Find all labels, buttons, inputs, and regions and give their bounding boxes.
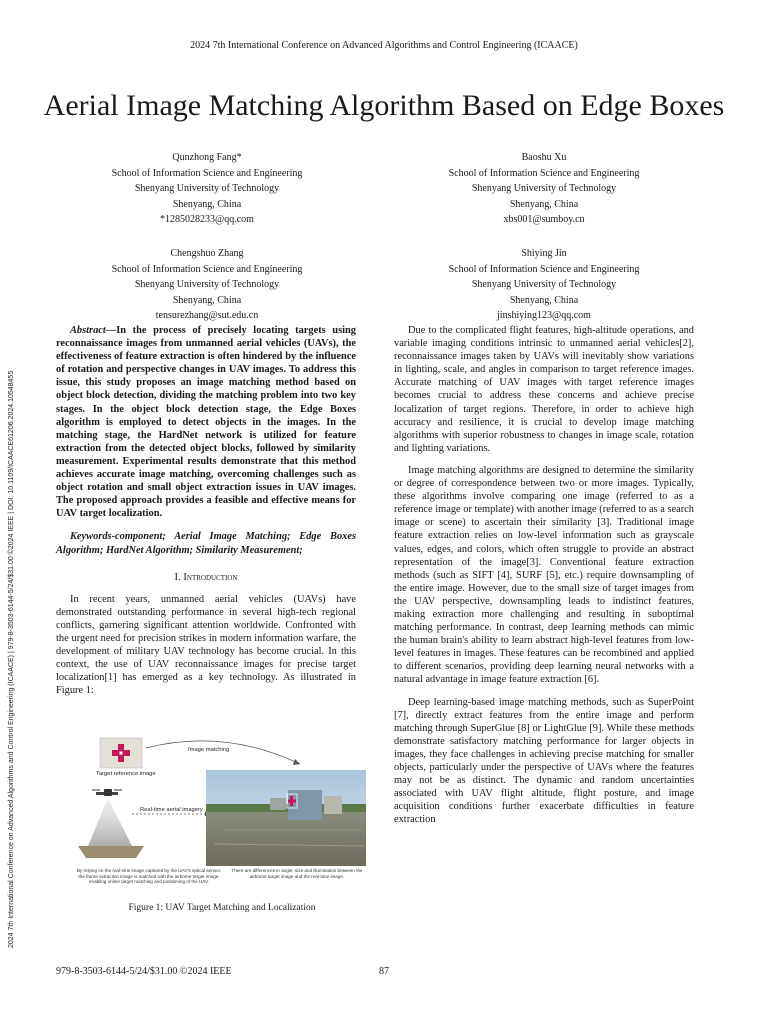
right-column: [394, 324, 694, 826]
author-location: Shenyang, China: [172, 198, 242, 210]
author-univ: Shenyang University of Technology: [471, 183, 617, 195]
keywords: Keywords-component; Aerial Image Matching; Edge Boxes Algorithm; HardNet Algorithm; Similarity Measurement;: [56, 531, 356, 556]
drone-icon: [92, 789, 122, 796]
author-block-3: [57, 246, 357, 324]
figure-1: [74, 734, 370, 900]
footer-copyright: 979-8-3503-6144-5/24/$31.00 ©2024 IEEE: [56, 966, 232, 977]
realtime-aerial-label: Real-time aerial imagery: [140, 807, 203, 813]
author-location: Shenyang, China: [172, 294, 242, 306]
abstract-lead: Abstract: [70, 325, 106, 336]
doi-side-note: 2024 7th International Conference on Advanced Algorithms and Control Engineering (ICAACE) | 979-8-3503-6144-5/24/$31.00 ©2024 IEEE | DOI: 10.1109/ICAACE61206.2024.10548455: [8, 370, 15, 948]
body-paragraph: Image matching algorithms are designed to determine the similarity or degree of correspondence between two or more images. Typically, these algorithms involve comparing one image (referred to as a reference image or template) with another image (referred to as a search image or scene) to ascertain their similarity [3]. Traditional image feature extraction relies on low-level information such as grayscale values, edges, and colors, which often struggle to provide an abstract representation of the image[3]. Conventional feature extraction methods (such as SIFT [4], SURF [5], etc.) require downsampling of the entire image. However, due to the small size of target images from the UAV perspective, downsampling leads to indistinct features, making extraction more challenging and resulting in suboptimal matching performance. In contrast, deep learning methods can mimic the human brain's ability to learn abstract high-level features from low-level features in images. These features can be recombined and applied to different scenarios, providing deep learning neural networks with a natural advantage in image feature extraction [6].: [394, 464, 694, 686]
page-number: 87: [379, 966, 389, 977]
author-block-2: [394, 150, 694, 228]
image-matching-label: Image matching: [188, 747, 230, 753]
figure-note-left: By relying on the real-time image captured by the UAV's optical sensor, the frame extraction image is matched with the airborne target image, enabling online target matching and positioning of the UAV.: [76, 868, 222, 885]
target-reference-image: [100, 738, 142, 768]
author-block-1: [57, 150, 357, 228]
author-block-4: [394, 246, 694, 324]
author-univ: Shenyang University of Technology: [471, 279, 617, 291]
author-name: Shiying Jin: [521, 248, 567, 259]
author-location: Shenyang, China: [509, 198, 579, 210]
author-email: tensurezhang@sut.edu.cn: [155, 310, 259, 322]
conference-header: 2024 7th International Conference on Advanced Algorithms and Control Engineering (ICAACE): [190, 40, 578, 51]
author-dept: School of Information Science and Engineering: [111, 167, 303, 179]
author-email: *1285028233@qq.com: [160, 214, 254, 226]
body-paragraph: Due to the complicated flight features, high-altitude operations, and variable imaging conditions intrinsic to unmanned aerial vehicles[2], reconnaissance images taken by UAVs will inevitably show variations in lighting, scale, and angles in comparison to target reference images. Accurate matching of UAV images with target reference images becomes crucial to address these concerns and achieve precise localization of target regions. Therefore, in order to achieve high accuracy and resilience, it is crucial to develop image matching algorithms with superior robustness to changes in image scale, rotation and lighting variations.: [394, 325, 694, 454]
author-name: Chengshuo Zhang: [170, 248, 244, 259]
author-dept: School of Information Science and Engineering: [448, 167, 640, 179]
author-email: jinshiying123@qq.com: [497, 310, 591, 322]
intro-paragraph: In recent years, unmanned aerial vehicles (UAVs) have demonstrated outstanding performance in several high-tech regional conflicts, garnering significant attention worldwide. Confronted with the urgent need for precision strikes in modern information warfare, the development of military UAV technology has become crucial. In this context, the use of UAV reconnaissance images for precise target localization[1] has emerged as a key technology. As illustrated in Figure 1:: [56, 593, 356, 697]
author-dept: School of Information Science and Engineering: [111, 263, 303, 275]
abstract: [56, 324, 356, 520]
abstract-text: —In the process of precisely locating targets using reconnaissance images from unmanned aerial vehicles (UAVs), the effectiveness of feature extraction is often hindered by the influence of rotation and perspective changes in UAV images. To address this issue, this study proposes an image matching method based on object block detection, dividing the matching problem into two key stages. In the object block detection stage, the Edge Boxes algorithm is employed to detect objects in the images. In the matching stage, the HardNet network is utilized for feature extraction from the detected object blocks, followed by similarity measurement. Experimental results demonstrate that this method achieves accurate image matching, overcoming challenges such as object rotation and small object extraction issues in UAV images. The proposed approach provides a feasible and effective means for UAV target localization.: [56, 325, 356, 520]
paper-title: Aerial Image Matching Algorithm Based on Edge Boxes: [43, 89, 725, 123]
author-univ: Shenyang University of Technology: [134, 279, 280, 291]
realtime-aerial-photo: [206, 770, 366, 866]
author-name: Qunzhong Fang*: [172, 152, 242, 163]
arrow-head-icon: [293, 759, 300, 765]
author-univ: Shenyang University of Technology: [134, 183, 280, 195]
author-name: Baoshu Xu: [521, 152, 567, 163]
target-reference-label: Target reference image: [96, 771, 156, 777]
author-email: xbs001@sumboy.cn: [503, 214, 585, 226]
camera-field-of-view: [88, 798, 132, 846]
author-location: Shenyang, China: [509, 294, 579, 306]
author-dept: School of Information Science and Engineering: [448, 263, 640, 275]
left-column: [56, 324, 356, 697]
ground-patch: [78, 846, 144, 858]
section-heading: I. Introduction: [174, 571, 238, 583]
body-paragraph: Deep learning-based image matching methods, such as SuperPoint [7], directly extract features from the entire image and perform matching through SuperGlue [8] or LightGlue [9]. While these methods demonstrate satisfactory matching performance for larger objects in images, they face challenges in achieving precise matching for smaller objects, particularly under the perspective of UAVs where the features may not be as distinct. The dynamic and random uncertainties associated with UAV flight altitude, flight posture, and image acquisition conditions further exacerbate difficulties in feature extraction: [394, 696, 694, 826]
figure-note-right: There are differences in angle, size and illumination between the airborne target image and the real-time image.: [231, 868, 363, 879]
figure-caption: Figure 1: UAV Target Matching and Localization: [128, 903, 316, 913]
